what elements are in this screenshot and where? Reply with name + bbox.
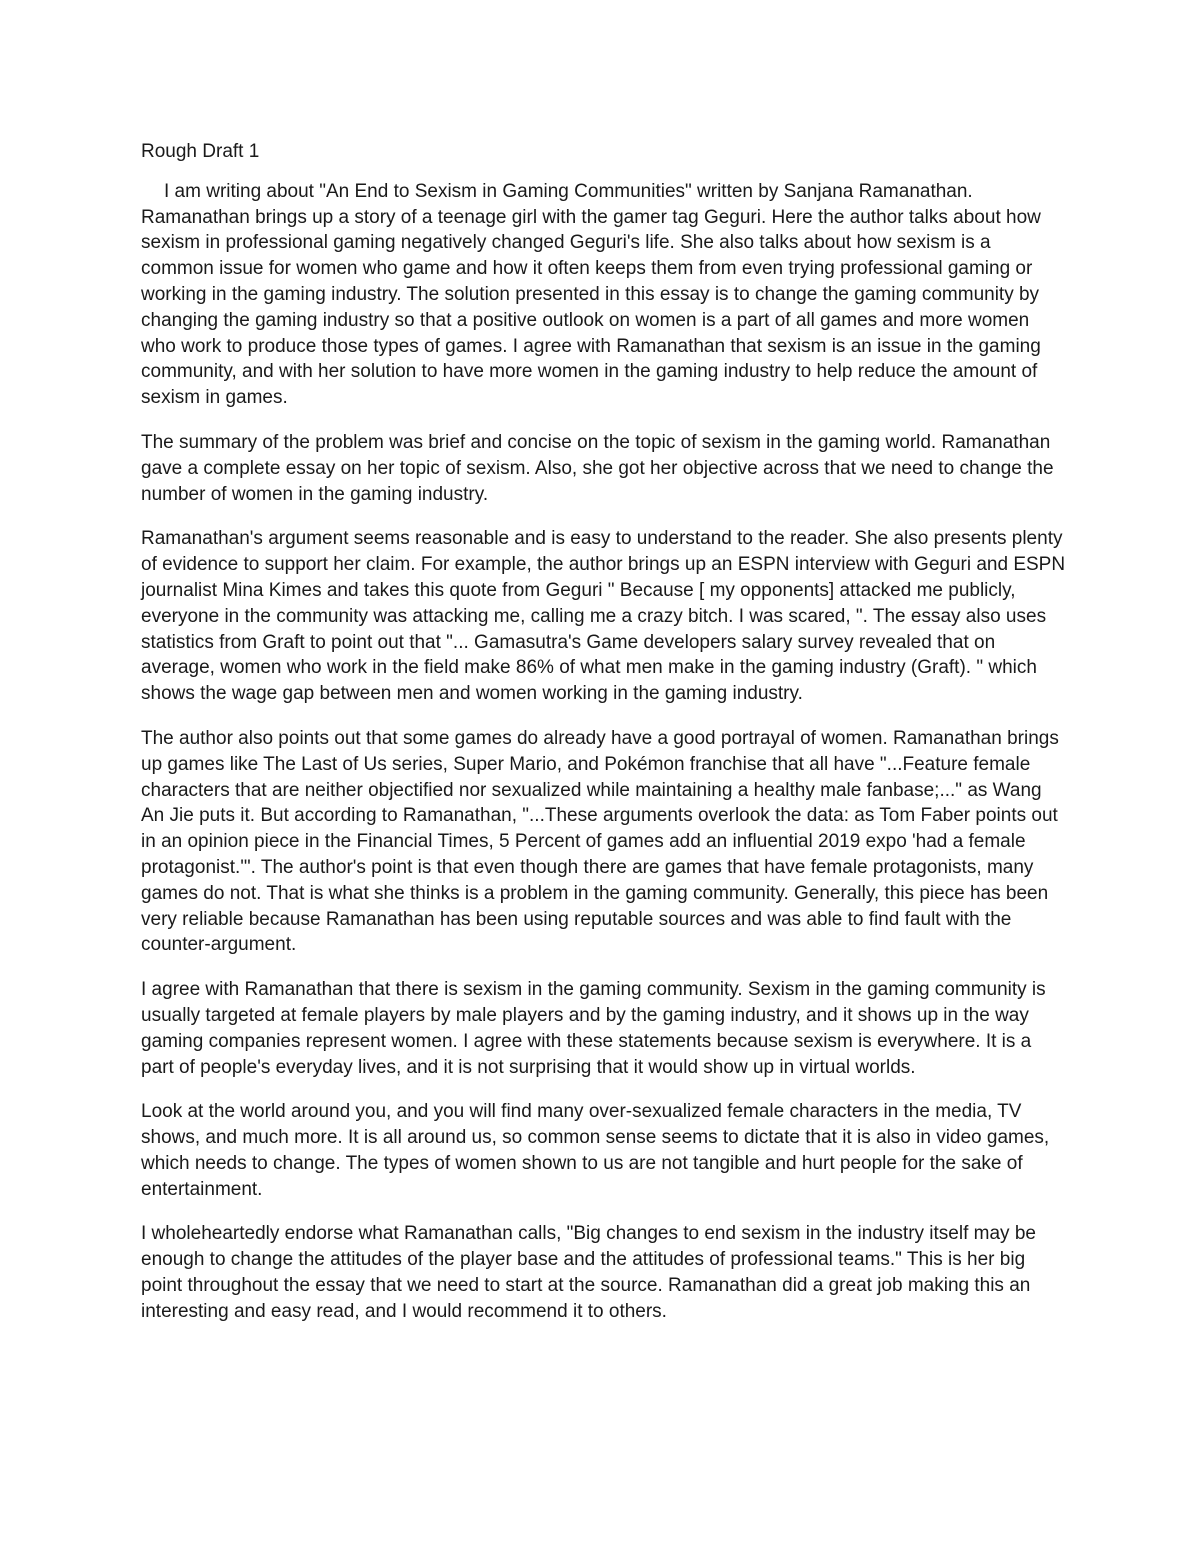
paragraph-intro: I am writing about "An End to Sexism in Gaming Communities" written by Sanjana Ramanathan. Ramanathan brings up a story of a teenage girl with the gamer tag Geguri. Here the author talks about how sexism in professional gaming negatively changed Geguri's life. She also talks about how sexism is a common issue for women who game and how it often keeps them from even trying professional gaming or working in the gaming industry. The solution presented in this essay is to change the gaming community by changing the gaming industry so that a positive outlook on women is a part of all games and more women who work to produce those types of games. I agree with Ramanathan that sexism is an issue in the gaming community, and with her solution to have more women in the gaming industry to help reduce the amount of sexism in games. <box>141 180 1041 409</box>
document-body <box>141 139 1066 1344</box>
paragraph-media: Look at the world around you, and you will find many over-sexualized female characters in the media, TV shows, and much more. It is all around us, so common sense seems to dictate that it is also in video games, which needs to change. The types of women shown to us are not tangible and hurt people for the sake of entertainment. <box>141 1101 1050 1200</box>
document-title: Rough Draft 1 <box>141 141 260 162</box>
paragraph-argument: Ramanathan's argument seems reasonable and is easy to understand to the reader. She also presents plenty of evidence to support her claim. For example, the author brings up an ESPN interview with Geguri and ESPN journalist Mina Kimes and takes this quote from Geguri " Because [ my opponents] attacked me publicly, everyone in the community was attacking me, calling me a crazy bitch. I was scared, ". The essay also uses statistics from Graft to point out that "... Gamasutra's Game developers salary survey revealed that on average, women who work in the field make 86% of what men make in the gaming industry (Graft). " which shows the wage gap between men and women working in the gaming industry. <box>141 528 1066 705</box>
paragraph-conclusion: I wholeheartedly endorse what Ramanathan calls, "Big changes to end sexism in the industry itself may be enough to change the attitudes of the player base and the attitudes of professional teams." This is her big point throughout the essay that we need to start at the source. Ramanathan did a great job making this an interesting and easy read, and I would recommend it to others. <box>141 1223 1036 1322</box>
paragraph-portrayal: The author also points out that some games do already have a good portrayal of women. Ramanathan brings up games like The Last of Us series, Super Mario, and Pokémon franchise that all have "...Feature female characters that are neither objectified nor sexualized while maintaining a healthy male fanbase;..." as Wang An Jie puts it. But according to Ramanathan, "...These arguments overlook the data: as Tom Faber points out in an opinion piece in the Financial Times, 5 Percent of games add an influential 2019 expo 'had a female protagonist.'". The author's point is that even though there are games that have female protagonists, many games do not. That is what she thinks is a problem in the gaming community. Generally, this piece has been very reliable because Ramanathan has been using reputable sources and was able to find fault with the counter-argument. <box>141 727 1059 956</box>
paragraph-agreement: I agree with Ramanathan that there is sexism in the gaming community. Sexism in the gaming community is usually targeted at female players by male players and by the gaming industry, and it shows up in the way gaming companies represent women. I agree with these statements because sexism is everywhere. It is a part of people's everyday lives, and it is not surprising that it would show up in virtual worlds. <box>141 979 1046 1078</box>
paragraph-summary: The summary of the problem was brief and concise on the topic of sexism in the gaming world. Ramanathan gave a complete essay on her topic of sexism. Also, she got her objective across that we need to change the number of women in the gaming industry. <box>141 431 1054 505</box>
